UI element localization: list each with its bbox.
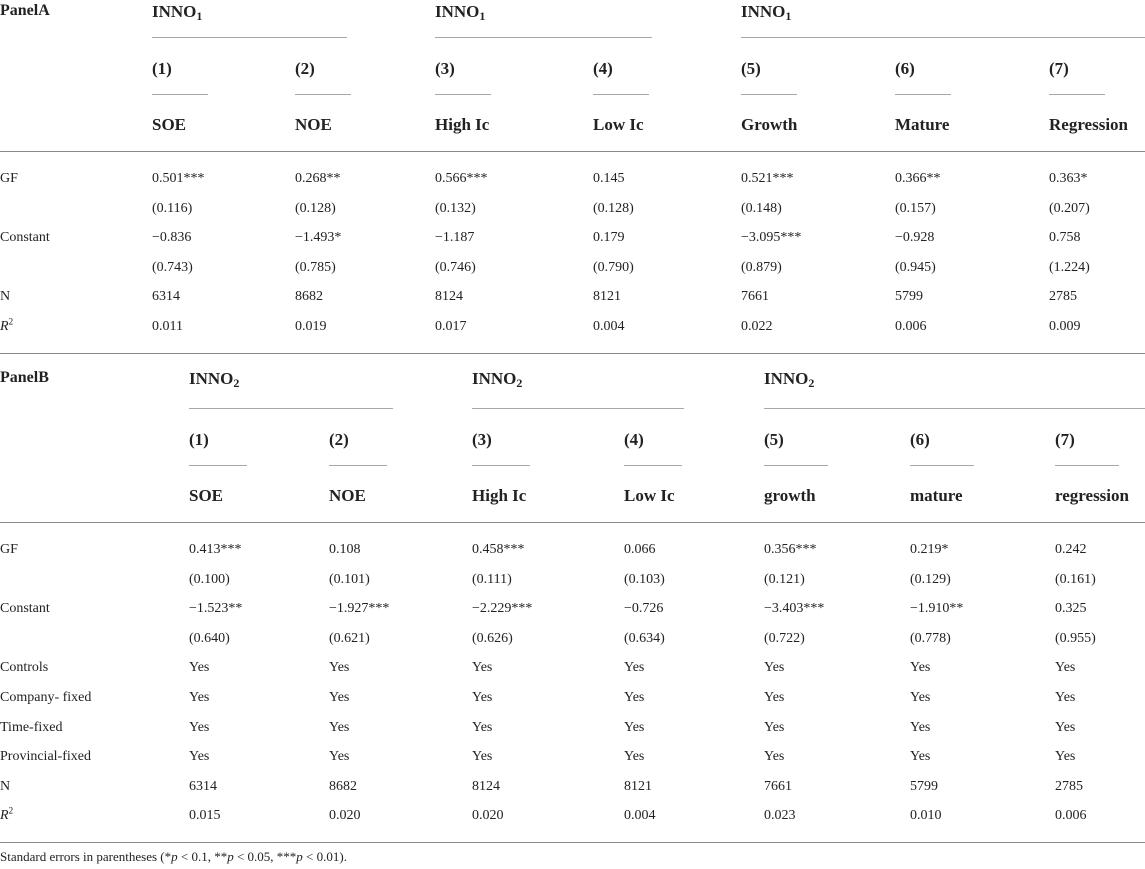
panel-b-subhead-6: mature bbox=[910, 486, 963, 505]
table-cell: −1.910** bbox=[910, 601, 964, 617]
table-cell: (0.128) bbox=[593, 200, 634, 216]
panel-b-header-rule bbox=[0, 522, 1145, 523]
table-cell: 0.366** bbox=[895, 171, 941, 186]
panel-b-label: PanelB bbox=[0, 369, 49, 386]
table-cell: Yes bbox=[329, 690, 350, 705]
table-cell: (0.161) bbox=[1055, 571, 1096, 587]
panel-b-group-1-rule bbox=[189, 408, 393, 409]
table-cell: (0.116) bbox=[152, 200, 193, 216]
panel-b-col-2-rule bbox=[329, 465, 387, 466]
table-cell: 0.010 bbox=[910, 808, 942, 824]
panel-b-col-3-rule bbox=[472, 465, 530, 466]
table-cell: Yes bbox=[910, 660, 931, 676]
table-cell: 0.023 bbox=[764, 808, 796, 824]
table-cell: 0.006 bbox=[895, 319, 927, 334]
table-cell: Yes bbox=[329, 719, 350, 735]
table-cell: Yes bbox=[764, 719, 785, 735]
panel-b-col-5: (5) bbox=[764, 430, 784, 449]
panel-b-subhead-3: High Ic bbox=[472, 486, 527, 505]
table-cell: −3.403*** bbox=[764, 601, 825, 617]
table-cell: 0.413*** bbox=[189, 542, 242, 557]
row-label: N bbox=[0, 289, 11, 305]
table-cell: (0.945) bbox=[895, 259, 936, 275]
table-cell: 0.363* bbox=[1049, 171, 1088, 186]
panel-a-col-2-rule bbox=[295, 94, 351, 95]
table-cell: 0.501*** bbox=[152, 171, 205, 186]
table-cell: (0.621) bbox=[329, 630, 370, 646]
panel-a-col-7-rule bbox=[1049, 94, 1105, 95]
panel-a-subhead-1: SOE bbox=[152, 115, 187, 134]
panel-a-col-1: (1) bbox=[152, 59, 172, 78]
table-cell: 0.022 bbox=[741, 319, 773, 334]
table-bottom-rule bbox=[0, 842, 1145, 843]
table-cell: 0.108 bbox=[329, 542, 361, 557]
table-cell: Yes bbox=[1055, 719, 1076, 735]
panel-divider bbox=[0, 353, 1145, 354]
table-cell: Yes bbox=[329, 749, 350, 765]
table-cell: 0.020 bbox=[329, 808, 361, 824]
table-cell: (0.111) bbox=[472, 571, 512, 587]
table-cell: Yes bbox=[472, 690, 493, 705]
table-cell: 0.004 bbox=[624, 808, 656, 824]
table-cell: 0.566*** bbox=[435, 171, 488, 186]
table-cell: (0.100) bbox=[189, 571, 230, 587]
table-cell: 2785 bbox=[1049, 289, 1077, 305]
panel-a-col-3: (3) bbox=[435, 59, 455, 78]
panel-a-subhead-7: Regression bbox=[1049, 115, 1129, 134]
table-cell: (0.103) bbox=[624, 571, 665, 587]
panel-a-subhead-5: Growth bbox=[741, 115, 798, 134]
table-cell: (0.746) bbox=[435, 259, 476, 275]
panel-b-group-1: $INNO_2$ bbox=[189, 369, 240, 390]
panel-a-col-2: (2) bbox=[295, 59, 315, 78]
panel-a-group-3-rule bbox=[741, 37, 1145, 38]
table-cell: −0.928 bbox=[895, 230, 935, 246]
table-cell: (0.101) bbox=[329, 571, 370, 587]
table-cell: 0.179 bbox=[593, 230, 625, 246]
table-cell: −1.493* bbox=[295, 230, 342, 246]
table-cell: Yes bbox=[764, 660, 785, 676]
panel-a-subhead-6: Mature bbox=[895, 115, 950, 134]
panel-b-col-3: (3) bbox=[472, 430, 492, 449]
table-cell: (0.879) bbox=[741, 259, 782, 275]
table-cell: 0.017 bbox=[435, 319, 467, 334]
panel-b-col-6: (6) bbox=[910, 430, 930, 449]
table-cell: 5799 bbox=[910, 778, 938, 794]
table-cell: 8121 bbox=[624, 778, 652, 794]
table-cell: 0.758 bbox=[1049, 230, 1081, 246]
panel-a-col-5-rule bbox=[741, 94, 797, 95]
table-cell: Yes bbox=[624, 690, 645, 705]
panel-b-group-3-rule bbox=[764, 408, 1145, 409]
table-cell: Yes bbox=[624, 749, 645, 765]
table-footnote: Standard errors in parentheses (*p < 0.1, **p < 0.05, ***p < 0.01). bbox=[0, 849, 347, 864]
table-cell: (0.157) bbox=[895, 200, 936, 216]
table-cell: Yes bbox=[1055, 690, 1076, 705]
table-cell: 0.268** bbox=[295, 171, 341, 186]
table-cell: Yes bbox=[910, 749, 931, 765]
table-cell: 0.242 bbox=[1055, 542, 1087, 557]
table-cell: 0.145 bbox=[593, 171, 625, 186]
table-cell: 8682 bbox=[329, 778, 357, 794]
table-cell: 5799 bbox=[895, 289, 923, 305]
row-label: GF bbox=[0, 171, 18, 186]
panel-b-subhead-2: NOE bbox=[329, 486, 366, 505]
table-cell: (0.778) bbox=[910, 630, 951, 646]
panel-b-subhead-7: regression bbox=[1055, 486, 1129, 505]
panel-b-group-2: $INNO_2$ bbox=[472, 369, 523, 390]
table-cell: Yes bbox=[189, 690, 210, 705]
panel-b-col-4: (4) bbox=[624, 430, 644, 449]
row-label: $R^2$ bbox=[0, 316, 14, 334]
table-cell: 0.356*** bbox=[764, 542, 817, 557]
table-cell: (0.148) bbox=[741, 200, 782, 216]
table-cell: −0.836 bbox=[152, 230, 192, 246]
table-cell: 0.004 bbox=[593, 319, 625, 334]
row-label: Controls bbox=[0, 660, 49, 676]
table-cell: 0.006 bbox=[1055, 808, 1087, 824]
table-cell: Yes bbox=[189, 660, 210, 676]
table-cell: Yes bbox=[624, 660, 645, 676]
table-cell: Yes bbox=[329, 660, 350, 676]
table-cell: −0.726 bbox=[624, 601, 664, 617]
panel-a-group-2: $INNO_1$ bbox=[435, 2, 486, 23]
panel-a-col-5: (5) bbox=[741, 59, 761, 78]
panel-b-col-4-rule bbox=[624, 465, 682, 466]
panel-a-group-1: $INNO_1$ bbox=[152, 2, 203, 23]
table-cell: Yes bbox=[189, 719, 210, 735]
table-cell: (0.785) bbox=[295, 259, 336, 275]
row-label: Constant bbox=[0, 601, 50, 617]
row-label: Constant bbox=[0, 230, 50, 246]
table-cell: 2785 bbox=[1055, 778, 1083, 794]
table-cell: 0.020 bbox=[472, 808, 504, 824]
table-cell: 0.219* bbox=[910, 542, 949, 557]
table-cell: (0.634) bbox=[624, 630, 665, 646]
table-cell: Yes bbox=[764, 749, 785, 765]
panel-a-group-1-rule bbox=[152, 37, 347, 38]
panel-b-col-6-rule bbox=[910, 465, 974, 466]
table-cell: (0.722) bbox=[764, 630, 805, 646]
table-cell: (0.640) bbox=[189, 630, 230, 646]
table-cell: (1.224) bbox=[1049, 259, 1090, 275]
table-cell: 8121 bbox=[593, 289, 621, 305]
table-cell: 6314 bbox=[189, 778, 217, 794]
table-cell: 7661 bbox=[764, 778, 792, 794]
panel-b-col-7-rule bbox=[1055, 465, 1119, 466]
panel-a-col-7: (7) bbox=[1049, 59, 1069, 78]
panel-a-col-6-rule bbox=[895, 94, 951, 95]
table-cell: Yes bbox=[764, 690, 785, 705]
row-label: Company- fixed bbox=[0, 690, 92, 705]
panel-b-col-5-rule bbox=[764, 465, 828, 466]
row-label: Time-fixed bbox=[0, 719, 63, 735]
table-cell: Yes bbox=[624, 719, 645, 735]
table-cell: 8682 bbox=[295, 289, 323, 305]
table-cell: 0.015 bbox=[189, 808, 221, 824]
panel-b-col-1: (1) bbox=[189, 430, 209, 449]
table-cell: (0.743) bbox=[152, 259, 193, 275]
panel-b-subhead-4: Low Ic bbox=[624, 486, 675, 505]
table-cell: −2.229*** bbox=[472, 601, 533, 617]
table-cell: 7661 bbox=[741, 289, 769, 305]
panel-a-header-rule bbox=[0, 151, 1145, 152]
table-cell: (0.955) bbox=[1055, 630, 1096, 646]
panel-b-subhead-1: SOE bbox=[189, 486, 224, 505]
table-cell: Yes bbox=[1055, 660, 1076, 676]
panel-a-col-3-rule bbox=[435, 94, 491, 95]
table-cell: (0.121) bbox=[764, 571, 805, 587]
panel-a-col-4: (4) bbox=[593, 59, 613, 78]
panel-b-col-7: (7) bbox=[1055, 430, 1075, 449]
table-cell: 6314 bbox=[152, 289, 180, 305]
table-cell: −1.187 bbox=[435, 230, 475, 246]
table-cell: 0.325 bbox=[1055, 601, 1087, 617]
panel-a-col-1-rule bbox=[152, 94, 208, 95]
table-cell: 0.009 bbox=[1049, 319, 1081, 334]
table-cell: −3.095*** bbox=[741, 230, 802, 246]
table-cell: 0.066 bbox=[624, 542, 656, 557]
panel-a-col-6: (6) bbox=[895, 59, 915, 78]
table-cell: 8124 bbox=[435, 289, 463, 305]
panel-a-subhead-3: High Ic bbox=[435, 115, 490, 134]
table-cell: −1.927*** bbox=[329, 601, 390, 617]
table-cell: Yes bbox=[910, 690, 931, 705]
row-label: Provincial-fixed bbox=[0, 749, 91, 765]
panel-b-group-2-rule bbox=[472, 408, 684, 409]
table-cell: Yes bbox=[910, 719, 931, 735]
table-cell: 0.458*** bbox=[472, 542, 525, 557]
table-cell: 0.019 bbox=[295, 319, 327, 334]
table-cell: 0.521*** bbox=[741, 171, 794, 186]
table-cell: (0.790) bbox=[593, 259, 634, 275]
row-label: GF bbox=[0, 542, 18, 557]
table-cell: (0.207) bbox=[1049, 200, 1090, 216]
table-cell: 8124 bbox=[472, 778, 500, 794]
table-cell: Yes bbox=[472, 660, 493, 676]
table-cell: 0.011 bbox=[152, 319, 183, 334]
table-cell: (0.128) bbox=[295, 200, 336, 216]
panel-a-subhead-2: NOE bbox=[295, 115, 332, 134]
table-cell: Yes bbox=[472, 719, 493, 735]
panel-b-col-2: (2) bbox=[329, 430, 349, 449]
panel-a-label: PanelA bbox=[0, 2, 50, 19]
table-cell: −1.523** bbox=[189, 601, 243, 617]
panel-b-col-1-rule bbox=[189, 465, 247, 466]
table-cell: (0.132) bbox=[435, 200, 476, 216]
panel-b-group-3: $INNO_2$ bbox=[764, 369, 815, 390]
row-label: $R^2$ bbox=[0, 805, 14, 824]
row-label: N bbox=[0, 778, 11, 794]
table-cell: (0.129) bbox=[910, 571, 951, 587]
table-cell: Yes bbox=[1055, 749, 1076, 765]
table-cell: (0.626) bbox=[472, 630, 513, 646]
panel-a-group-2-rule bbox=[435, 37, 652, 38]
table-cell: Yes bbox=[189, 749, 210, 765]
panel-a-subhead-4: Low Ic bbox=[593, 115, 644, 134]
panel-a-col-4-rule bbox=[593, 94, 649, 95]
table-cell: Yes bbox=[472, 749, 493, 765]
panel-b-subhead-5: growth bbox=[764, 486, 816, 505]
panel-a-group-3: $INNO_1$ bbox=[741, 2, 792, 23]
